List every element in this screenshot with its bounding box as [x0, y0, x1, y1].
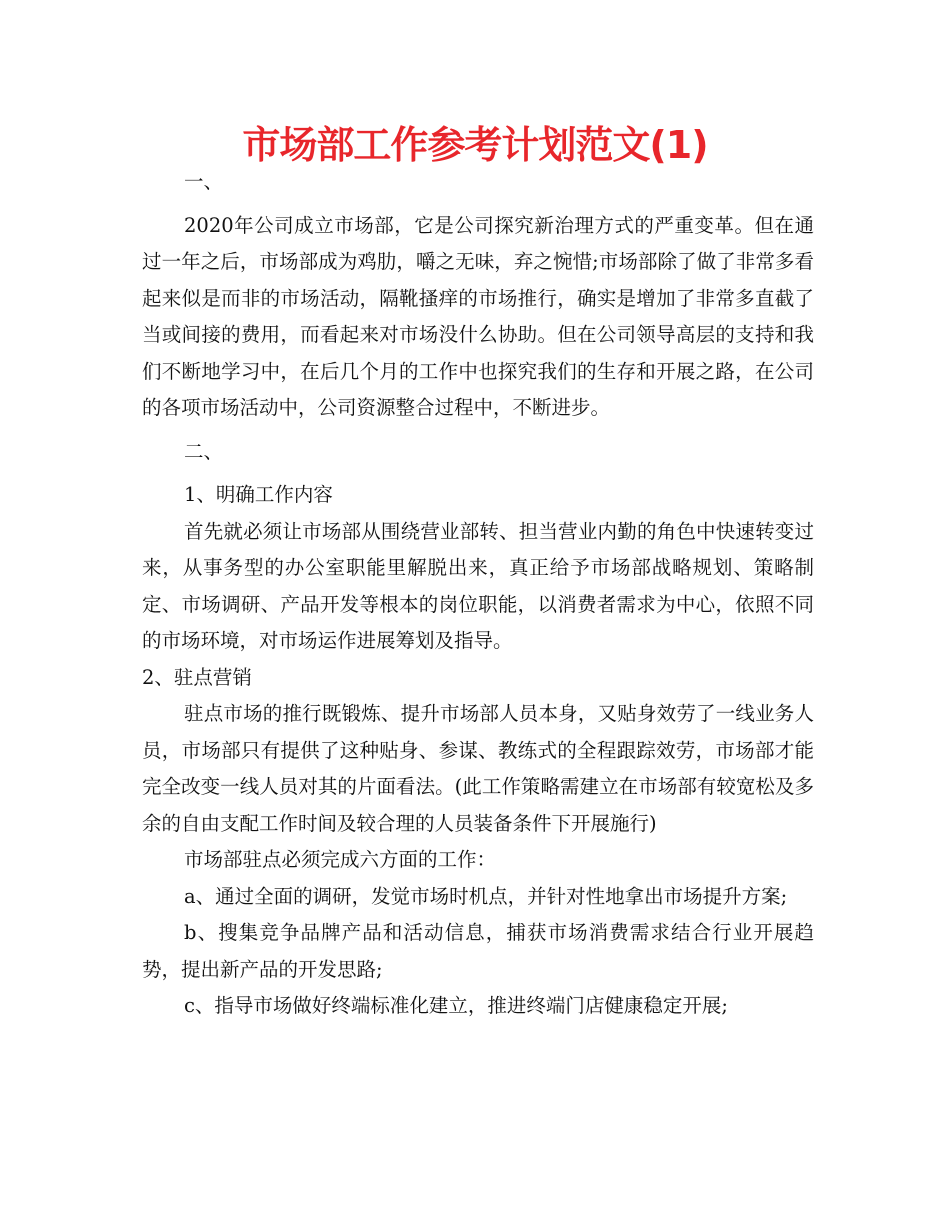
- section-heading-two: 二、: [184, 439, 224, 463]
- subheading-onsite-marketing: 2、驻点营销: [142, 665, 252, 689]
- subheading-clarify-work: 1、明确工作内容: [184, 483, 333, 506]
- document-title: 市场部工作参考计划范文(1): [242, 123, 708, 167]
- list-item-c: c、指导市场做好终端标准化建立，推进终端门店健康稳定开展;: [184, 994, 728, 1017]
- list-item-b: b、搜集竞争品牌产品和活动信息，捕获市场消费需求结合行业开展趋势，提出新产品的开发思路;: [142, 921, 814, 981]
- paragraph-onsite-marketing: 驻点市场的推行既锻炼、提升市场部人员本身，又贴身效劳了一线业务人员，市场部只有提供了这种贴身、参谋、教练式的全程跟踪效劳，市场部才能完全改变一线人员对其的片面看法。(此工作策略需建立在市场部有较宽松及多余的自由支配工作时间及较合理的人员装备条件下开展施行): [142, 702, 814, 835]
- paragraph-intro: 2020年公司成立市场部，它是公司探究新治理方式的严重变革。但在通过一年之后，市场部成为鸡肋，嚼之无味，弃之惋惜;市场部除了做了非常多看起来似是而非的市场活动，隔靴搔痒的市场推行，确实是增加了非常多直截了当或间接的费用，而看起来对市场没什么协助。但在公司领导高层的支持和我们不断地学习中，在后几个月的工作中也探究我们的生存和开展之路，在公司的各项市场活动中，公司资源整合过程中，不断进步。: [142, 213, 814, 419]
- paragraph-six-tasks: 市场部驻点必须完成六方面的工作：: [184, 848, 497, 871]
- list-item-a: a、通过全面的调研，发觉市场时机点，并针对性地拿出市场提升方案;: [184, 884, 788, 908]
- paragraph-clarify-work: 首先就必须让市场部从围绕营业部转、担当营业内勤的角色中快速转变过来，从事务型的办公室职能里解脱出来，真正给予市场部战略规划、策略制定、市场调研、产品开发等根本的岗位职能，以消费者需求为中心，依照不同的市场环境，对市场运作进展筹划及指导。: [142, 519, 814, 652]
- document-body: [142, 164, 814, 1025]
- section-heading-one: 一、: [184, 170, 224, 193]
